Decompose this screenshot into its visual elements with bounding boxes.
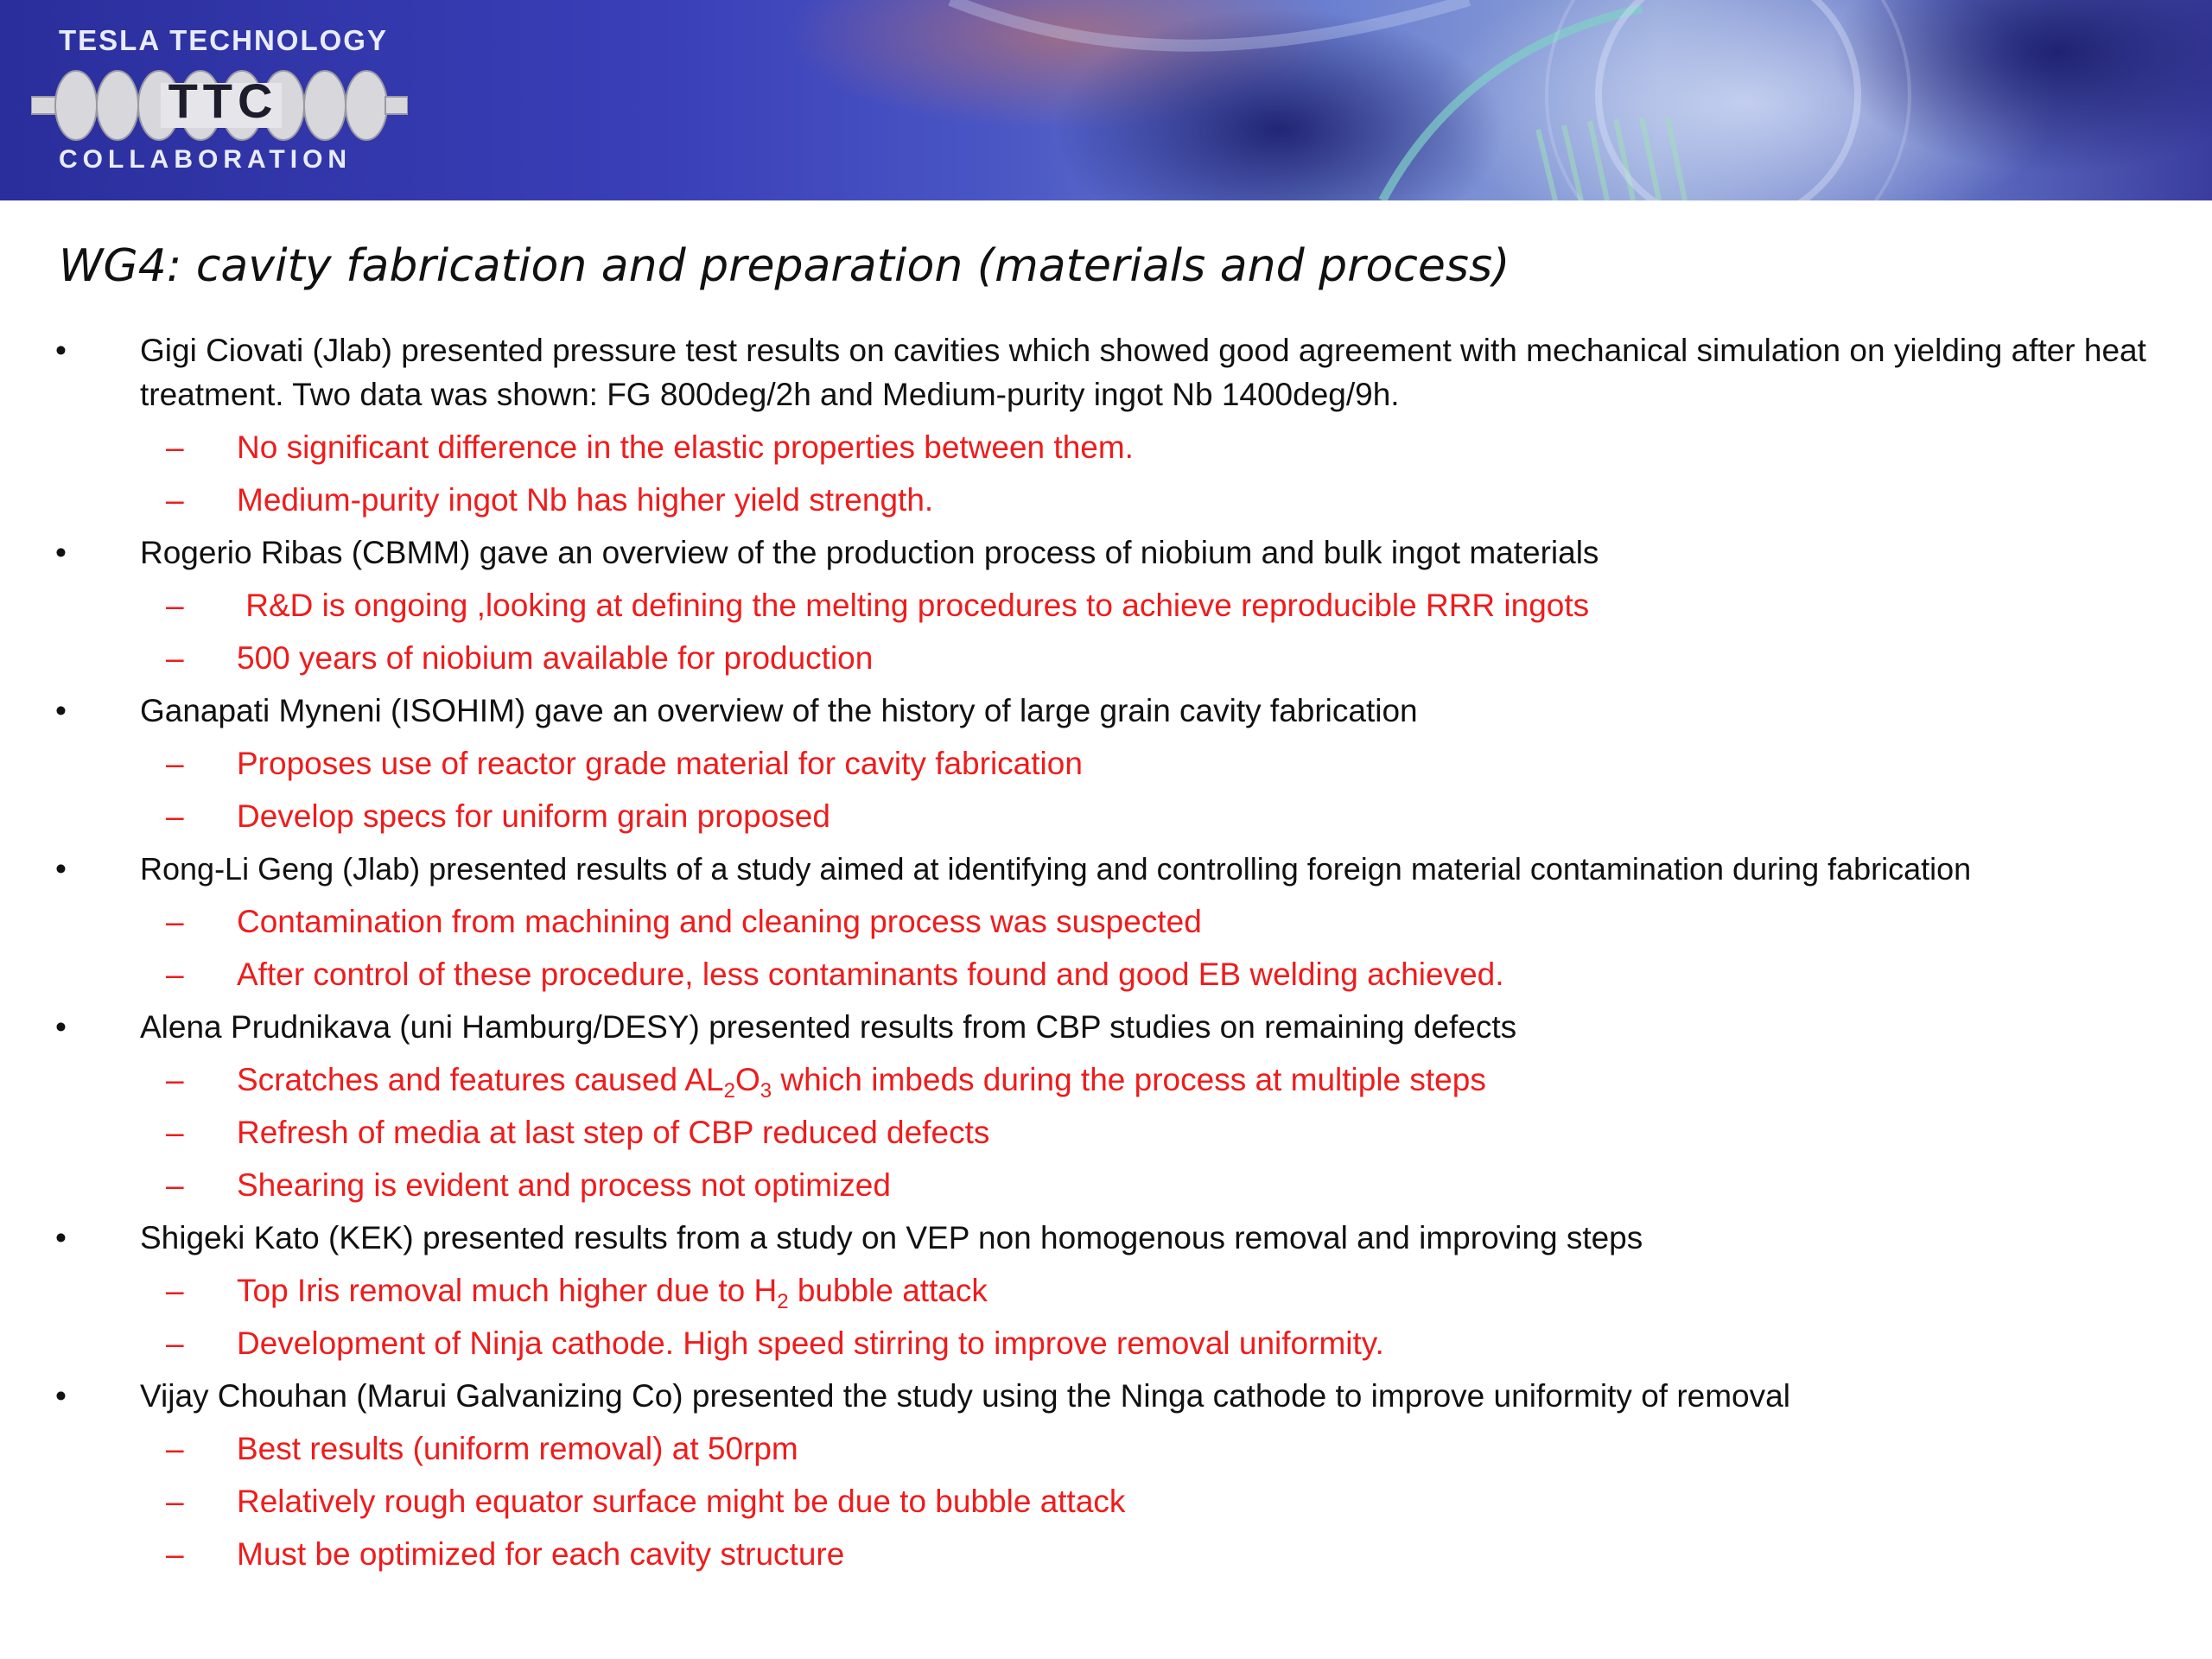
sub-text: Must be optimized for each cavity structure bbox=[237, 1536, 845, 1572]
dash-icon: – bbox=[166, 746, 184, 781]
dash-icon: – bbox=[166, 1167, 184, 1203]
dash-icon: – bbox=[166, 957, 184, 992]
bullet-text: Shigeki Kato (KEK) presented results from a study on VEP non homogenous removal and improving steps bbox=[140, 1220, 1643, 1255]
bullet-dot-icon: • bbox=[55, 851, 67, 887]
bullet-dot-icon: • bbox=[55, 333, 67, 368]
sub-item bbox=[0, 1163, 2212, 1207]
slide-title: WG4: cavity fabrication and preparation (materials and process) bbox=[59, 240, 1510, 292]
dash-icon: – bbox=[166, 798, 184, 834]
sub-item bbox=[0, 899, 2212, 944]
logo-ttc-text: TTC bbox=[168, 73, 278, 128]
sub-item bbox=[0, 1427, 2212, 1471]
sub-text: Develop specs for uniform grain proposed bbox=[237, 798, 830, 834]
bullet-item bbox=[0, 847, 2212, 891]
bullet-text: Rogerio Ribas (CBMM) gave an overview of the production process of niobium and bulk ingot materials bbox=[140, 535, 1599, 570]
sub-item bbox=[0, 1058, 2212, 1102]
dash-icon: – bbox=[166, 1273, 184, 1308]
sub-text: Development of Ninja cathode. High speed stirring to improve removal uniformity. bbox=[237, 1325, 1384, 1361]
sub-item bbox=[0, 425, 2212, 469]
bullet-dot-icon: • bbox=[55, 1009, 67, 1045]
bullet-dot-icon: • bbox=[55, 1220, 67, 1255]
bullet-text: Gigi Ciovati (Jlab) presented pressure test results on cavities which showed good agreement with mechanical simulation on yielding after heat treatment. Two data was shown: FG 800deg/2h and Medium-purity ingot Nb 1400deg/9h. bbox=[140, 333, 2146, 412]
bullet-text: Rong-Li Geng (Jlab) presented results of a study aimed at identifying and controlling foreign material contamination during fabrication bbox=[140, 851, 1972, 887]
sub-text: R&D is ongoing ,looking at defining the melting procedures to achieve reproducible RRR ingots bbox=[237, 588, 1590, 623]
bullet-item bbox=[0, 1005, 2212, 1049]
dash-icon: – bbox=[166, 1115, 184, 1150]
dash-icon: – bbox=[166, 1536, 184, 1572]
bullet-item bbox=[0, 1374, 2212, 1418]
dash-icon: – bbox=[166, 429, 184, 465]
bullet-text: Alena Prudnikava (uni Hamburg/DESY) presented results from CBP studies on remaining defects bbox=[140, 1009, 1517, 1045]
logo-bottom-text: COLLABORATION bbox=[59, 145, 353, 174]
sub-text-formula: Scratches and features caused $AL_2O_3$ which imbeds during the process at multiple steps bbox=[237, 1062, 1486, 1103]
dash-icon: – bbox=[166, 588, 184, 623]
bullet-item bbox=[0, 531, 2212, 575]
dash-icon: – bbox=[166, 1325, 184, 1361]
dash-icon: – bbox=[166, 1484, 184, 1519]
bullet-text: Vijay Chouhan (Marui Galvanizing Co) presented the study using the Ninga cathode to improve uniformity of removal bbox=[140, 1378, 1790, 1414]
dash-icon: – bbox=[166, 1431, 184, 1466]
bullet-item bbox=[0, 689, 2212, 733]
bullet-dot-icon: • bbox=[55, 693, 67, 728]
bullet-item bbox=[0, 1216, 2212, 1260]
sub-text-formula: Top Iris removal much higher due to $H_2$ bubble attack bbox=[237, 1273, 988, 1313]
sub-item bbox=[0, 952, 2212, 996]
sub-text: Refresh of media at last step of CBP reduced defects bbox=[237, 1115, 990, 1150]
sub-text: Medium-purity ingot Nb has higher yield strength. bbox=[237, 482, 934, 518]
sub-text: Best results (uniform removal) at 50rpm bbox=[237, 1431, 798, 1466]
dash-icon: – bbox=[166, 904, 184, 939]
sub-item bbox=[0, 1532, 2212, 1576]
sub-item bbox=[0, 478, 2212, 522]
sub-text: After control of these procedure, less contaminants found and good EB welding achieved. bbox=[237, 957, 1504, 992]
dash-icon: – bbox=[166, 640, 184, 676]
sub-item bbox=[0, 636, 2212, 680]
bullet-text: Ganapati Myneni (ISOHIM) gave an overview of the history of large grain cavity fabrication bbox=[140, 693, 1418, 728]
sub-item bbox=[0, 583, 2212, 627]
dash-icon: – bbox=[166, 1062, 184, 1097]
sub-text: 500 years of niobium available for production bbox=[237, 640, 874, 676]
bullet-dot-icon: • bbox=[55, 535, 67, 570]
logo-top-text: TESLA TECHNOLOGY bbox=[59, 24, 388, 56]
sub-text: Proposes use of reactor grade material for cavity fabrication bbox=[237, 746, 1083, 781]
sub-item bbox=[0, 741, 2212, 785]
bullet-item bbox=[0, 328, 2212, 416]
sub-item bbox=[0, 1268, 2212, 1313]
bullet-list bbox=[0, 328, 2212, 1576]
sub-item bbox=[0, 1479, 2212, 1523]
sub-text: Relatively rough equator surface might be due to bubble attack bbox=[237, 1484, 1126, 1519]
sub-item bbox=[0, 1321, 2212, 1365]
bullet-dot-icon: • bbox=[55, 1378, 67, 1414]
header-banner bbox=[0, 0, 2212, 200]
dash-icon: – bbox=[166, 482, 184, 518]
sub-text: No significant difference in the elastic properties between them. bbox=[237, 429, 1134, 465]
sub-text: Contamination from machining and cleaning process was suspected bbox=[237, 904, 1202, 939]
sub-text: Shearing is evident and process not optimized bbox=[237, 1167, 891, 1203]
sub-item bbox=[0, 794, 2212, 838]
sub-item bbox=[0, 1110, 2212, 1154]
